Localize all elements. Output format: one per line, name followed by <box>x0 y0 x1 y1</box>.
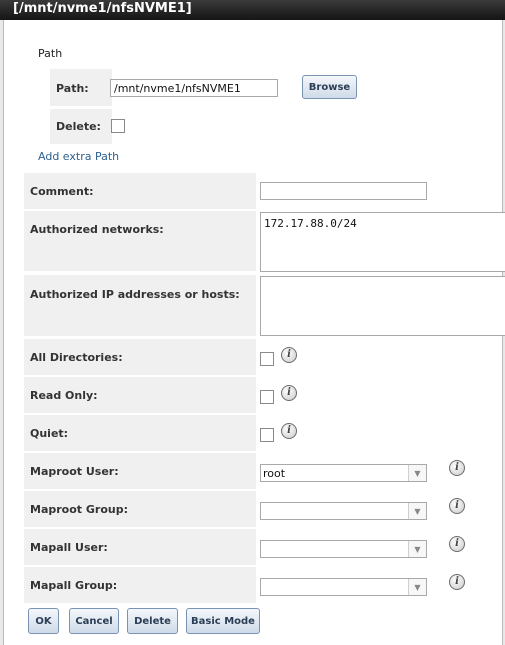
window-title: [/mnt/nvme1/nfsNVME1] <box>0 0 505 20</box>
all-dirs-label-cell <box>24 339 256 375</box>
path-input[interactable] <box>110 79 278 97</box>
add-extra-path-link[interactable]: Add extra Path <box>38 150 120 163</box>
all-dirs-info-icon[interactable]: i <box>281 347 297 363</box>
chevron-down-icon[interactable]: ▼ <box>408 579 426 595</box>
maproot-group-info-icon[interactable]: i <box>449 498 465 514</box>
browse-button[interactable]: Browse <box>302 75 357 99</box>
all-dirs-checkbox[interactable] <box>260 352 274 366</box>
chevron-down-icon[interactable]: ▼ <box>408 503 426 519</box>
maproot-group-label-cell <box>24 491 256 527</box>
cancel-button[interactable]: Cancel <box>69 608 119 634</box>
path-label: Path: <box>56 82 89 95</box>
comment-label-cell <box>24 173 256 209</box>
mapall-user-select[interactable] <box>260 540 427 558</box>
path-label-cell <box>50 69 112 106</box>
maproot-user-label-cell <box>24 453 256 489</box>
path-legend: Path <box>38 47 63 60</box>
chevron-down-icon[interactable]: ▼ <box>408 541 426 557</box>
read-only-label-cell <box>24 377 256 413</box>
delete-path-checkbox[interactable] <box>111 119 125 133</box>
ok-button[interactable]: OK <box>28 608 59 634</box>
mapall-group-select[interactable] <box>260 578 427 596</box>
delete-label: Delete: <box>56 120 101 133</box>
comment-label: Comment: <box>30 185 94 198</box>
hosts-label-cell <box>24 275 256 336</box>
quiet-label: Quiet: <box>30 427 69 440</box>
mapall-user-info-icon[interactable]: i <box>449 536 465 552</box>
maproot-user-info-icon[interactable]: i <box>449 460 465 476</box>
read-only-info-icon[interactable]: i <box>281 385 297 401</box>
maproot-user-value: root <box>263 467 286 480</box>
mapall-user-label: Mapall User: <box>30 541 108 554</box>
maproot-user-select[interactable] <box>260 464 427 482</box>
left-border <box>0 20 4 645</box>
quiet-checkbox[interactable] <box>260 428 274 442</box>
read-only-label: Read Only: <box>30 389 98 402</box>
maproot-user-label: Maproot User: <box>30 465 119 478</box>
networks-label: Authorized networks: <box>30 223 164 236</box>
hosts-label: Authorized IP addresses or hosts: <box>30 288 240 301</box>
quiet-label-cell <box>24 415 256 451</box>
delete-label-cell <box>50 109 112 144</box>
maproot-group-select[interactable] <box>260 502 427 520</box>
all-dirs-label: All Directories: <box>30 351 123 364</box>
mapall-group-label-cell <box>24 567 256 603</box>
chevron-down-icon[interactable]: ▼ <box>408 465 426 481</box>
hosts-textarea[interactable] <box>260 276 505 336</box>
quiet-info-icon[interactable]: i <box>281 423 297 439</box>
basic-mode-button[interactable]: Basic Mode <box>186 608 260 634</box>
comment-input[interactable] <box>260 182 427 200</box>
mapall-group-info-icon[interactable]: i <box>449 574 465 590</box>
mapall-group-label: Mapall Group: <box>30 579 118 592</box>
networks-textarea[interactable]: 172.17.88.0/24 <box>260 212 505 272</box>
read-only-checkbox[interactable] <box>260 390 274 404</box>
maproot-group-label: Maproot Group: <box>30 503 128 516</box>
networks-label-cell <box>24 211 256 271</box>
delete-button[interactable]: Delete <box>127 608 178 634</box>
mapall-user-label-cell <box>24 529 256 565</box>
